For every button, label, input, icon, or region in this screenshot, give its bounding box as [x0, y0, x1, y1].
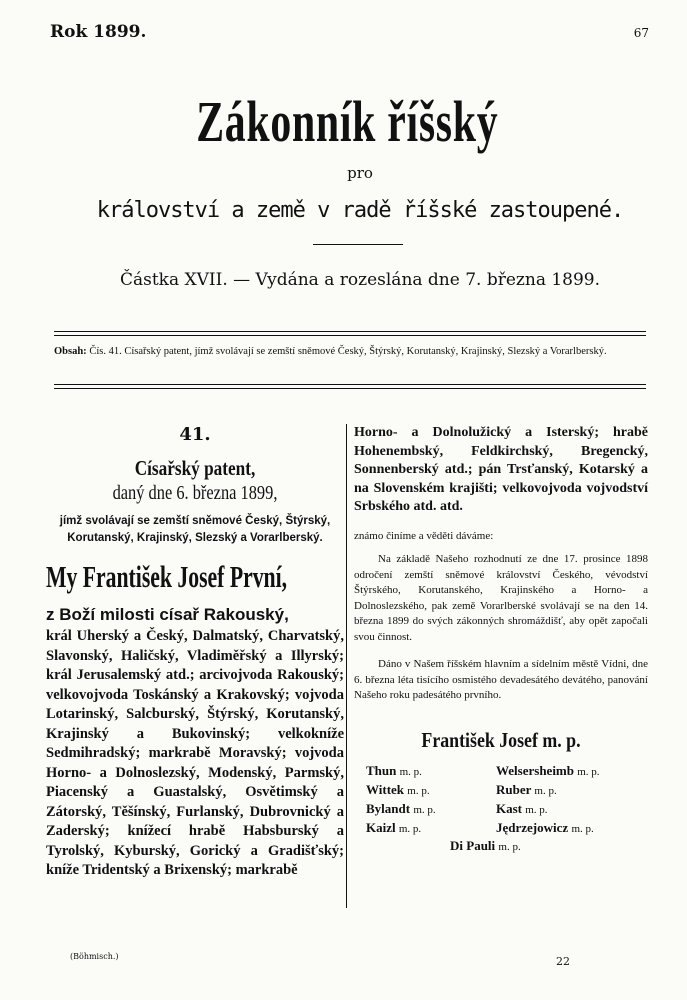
minister-signature: Welsersheimb m. p.	[496, 762, 600, 778]
footer-language-note: (Böhmisch.)	[70, 952, 119, 961]
minister-signature: Kaizl m. p.	[366, 819, 422, 835]
year-header: Rok 1899.	[50, 22, 147, 42]
minister-signature: Thun m. p.	[366, 762, 422, 778]
signature: František Josef m. p.	[421, 727, 581, 752]
divider	[313, 244, 403, 245]
contents-note	[54, 344, 654, 360]
minister-signature: Wittek m. p.	[366, 781, 430, 797]
patent-description: jímž svolávají se zemští sněmové Český, Štýrský, Korutanský, Krajinský, Slezský a Vorarlberský.	[59, 515, 331, 544]
minister-signature: Kast m. p.	[496, 800, 548, 816]
patent-title: Císařský patent,	[134, 456, 256, 480]
rule-bottom-inner	[54, 388, 646, 389]
rule-top	[54, 331, 646, 332]
minister-signature: Jędrzejowicz m. p.	[496, 819, 594, 835]
minister-signatures	[354, 763, 648, 853]
journal-subtitle: království a země v radě říšské zastoupené.	[96, 198, 624, 223]
rule-bottom	[54, 384, 646, 385]
titles-continuation: Horno- a Dolnolužický a Isterský; hrabě Hohenembský, Feldkirchský, Bregencký, Sonnenberský atd.; pán Trsťanský, Kotarský a na Slovenském krajišti; velkovojvoda vojvodství Srbského atd. atd.	[354, 425, 648, 514]
issue-line: Částka XVII. — Vydána a rozeslána dne 7. března 1899.	[119, 270, 601, 290]
titles-text: král Uherský a Český, Dalmatský, Charvatský, Slavonský, Haličský, Vladiměřský a Illyrský; král Jerusalemský atd.; arcivojvoda Rakouský; velkovojvoda Toskánský a Krakovský; vojvoda Lotarinský, Salcburský, Štýrský, Korutanský, Krajinský a Bukovinský; velkokníže Sedmihradský; markrabě Moravský; vojvoda Horno- a Dolnoslezský, Modenský, Parmský, Piacenský a Guastalský, Osvětimský a Zátorský, Těšínský, Furlanský, Dubrovnický a Zaderský; knížecí hrabě Habsburský a Tyrolský, Kyburský, Gorický a Gradišťský; kníže Tridentský a Brixenský; markrabě	[46, 628, 344, 878]
left-column	[46, 424, 344, 881]
minister-signature: Bylandt m. p.	[366, 800, 436, 816]
announcement: známo činíme a věděti dáváme:	[354, 529, 494, 542]
right-column	[354, 424, 648, 853]
column-divider	[346, 424, 347, 908]
paragraph-1: Na základě Našeho rozhodnutí ze dne 17. prosince 1898 odročení zemští sněmové království Českého, vévodství Štýrského, Korutanského, Krajinského a Horno- a Dolnoslezského, pak země Vorarlberské svolávají se na den 14. března 1899 do svých zákonných shromáždišť, aby opět započali svou činnost.	[354, 553, 648, 643]
sheet-number: 22	[556, 955, 570, 968]
rule-top-inner	[54, 335, 646, 336]
title-pro: pro	[347, 164, 373, 182]
paragraph-2: Dáno v Našem říšském hlavním a sídelním městě Vídni, dne 6. března léta tisícího osmistého devadesátého devátého, panování Našeho roku padesátého prvního.	[354, 658, 648, 701]
page-number: 67	[633, 26, 649, 40]
patent-date: daný dne 6. března 1899,	[112, 482, 278, 504]
contents-label: Obsah:	[54, 346, 87, 357]
sovereign-name: My František Josef První,	[46, 559, 288, 594]
contents-text: Čís. 41. Císařský patent, jímž svolávají se zemští sněmové Český, Štýrský, Korutanský, Krajinský, Slezský a Vorarlberský.	[89, 346, 607, 357]
grace-line: z Boží milosti císař Rakouský,	[46, 605, 289, 624]
article-number: 41.	[179, 424, 211, 445]
minister-signature: Di Pauli m. p.	[450, 837, 521, 853]
journal-title: Zákonník říšský	[196, 89, 499, 154]
minister-signature: Ruber m. p.	[496, 781, 557, 797]
